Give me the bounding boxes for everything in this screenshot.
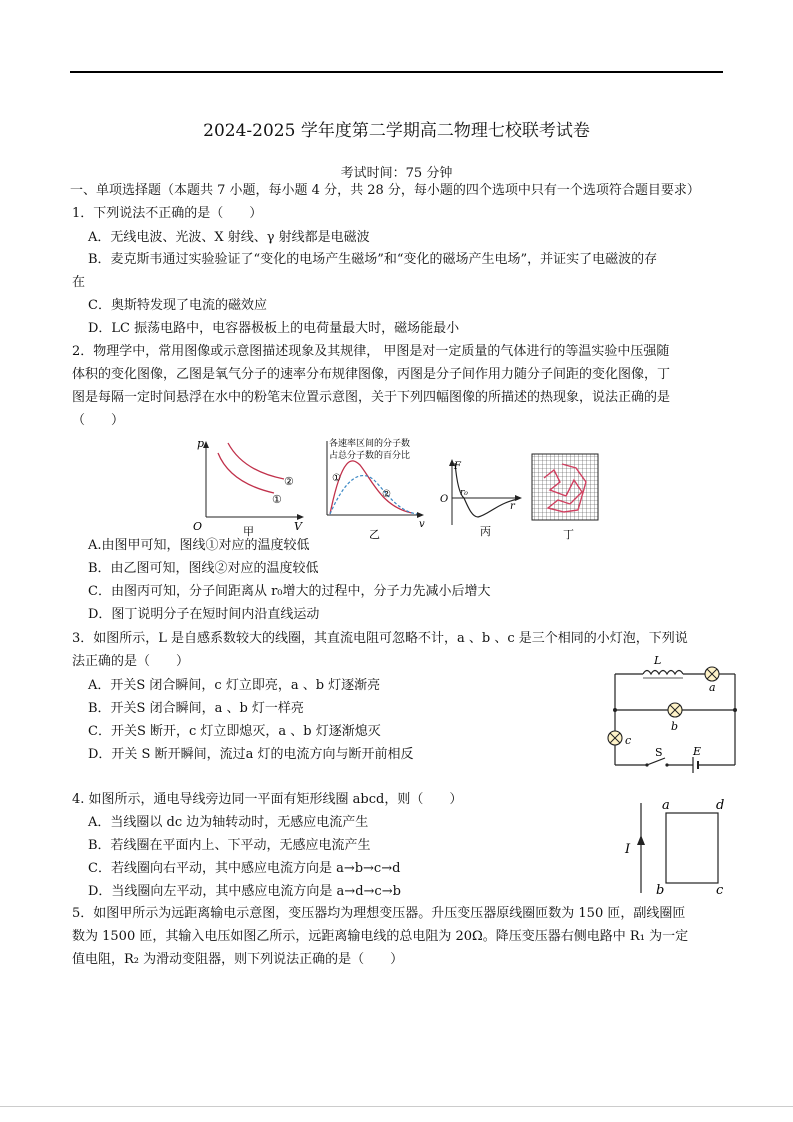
curve-2-label: ② bbox=[284, 475, 294, 488]
current-arrow bbox=[637, 835, 645, 845]
q2-option-c: C．由图丙可知，分子间距离从 r₀增大的过程中，分子力先减小后增大 bbox=[88, 584, 491, 599]
grid-paper bbox=[532, 454, 598, 520]
exam-time: 考试时间：75 分钟 bbox=[340, 166, 453, 181]
inductor-label: L bbox=[654, 654, 662, 667]
q2-stem-line1: 2．物理学中，常用图像或示意图描述现象及其规律， 甲图是对一定质量的气体进行的等温实验中压强随 bbox=[72, 344, 670, 359]
battery-label: E bbox=[693, 745, 702, 758]
isotherm-curve-1 bbox=[218, 453, 274, 493]
figure-ding bbox=[530, 452, 600, 544]
section-heading: 一、单项选择题（本题共 7 小题，每小题 4 分，共 28 分，每小题的四个选项中只有一个选项符合题目要求） bbox=[70, 183, 700, 198]
bing-origin-label: O bbox=[440, 494, 449, 505]
exam-title: 2024-2025 学年度第二学期高二物理七校联考试卷 bbox=[203, 121, 590, 141]
q5-stem-line1: 5．如图甲所示为远距离输电示意图，变压器均为理想变压器。升压变压器原线圈匝数为 150 匝，副线圈匝 bbox=[72, 906, 686, 921]
v-axis-label: V bbox=[294, 520, 302, 533]
q5-stem-line2: 数为 1500 匝，其输入电压如图乙所示，远距离输电线的总电阻为 20Ω。降压变压器右侧电路中 R₁ 为一定 bbox=[72, 929, 689, 944]
q2-option-b: B．由乙图可知，图线②对应的温度较低 bbox=[88, 561, 319, 576]
speed-curve-2 bbox=[330, 476, 417, 514]
origin-label: O bbox=[193, 520, 203, 533]
corner-b: b bbox=[656, 883, 665, 898]
q1-option-a: A．无线电波、光波、X 射线、γ 射线都是电磁波 bbox=[88, 230, 370, 245]
q2-option-d: D．图丁说明分子在短时间内沿直线运动 bbox=[88, 607, 320, 622]
q3-option-d: D．开关 S 断开瞬间，流过a 灯的电流方向与断开前相反 bbox=[88, 747, 414, 762]
q4-option-b: B．若线圈在平面内上、下平动，无感应电流产生 bbox=[88, 838, 371, 853]
figure-ding-caption: 丁 bbox=[563, 528, 574, 541]
figure-yi-caption: 乙 bbox=[369, 528, 380, 541]
q2-stem-line3: 图是每隔一定时间悬浮在水中的粉笔末位置示意图，关于下列四幅图像的所描述的热现象，说法正确的是 bbox=[72, 390, 671, 405]
q5-stem-line3: 值电阻，R₂ 为滑动变阻器，则下列说法正确的是（ ） bbox=[72, 952, 404, 967]
q1-stem: 1．下列说法不正确的是（ ） bbox=[72, 206, 263, 221]
q2-option-a: A.由图甲可知，图线①对应的温度较低 bbox=[88, 538, 310, 553]
q1-option-d: D．LC 振荡电路中，电容器极板上的电荷量最大时，磁场能最小 bbox=[88, 321, 460, 336]
figure-jia-caption: 甲 bbox=[243, 525, 254, 538]
q3-stem-line2: 法正确的是（ ） bbox=[72, 654, 190, 669]
r0-label: r₀ bbox=[460, 488, 468, 498]
q4-stem: 4. 如图所示，通电导线旁边同一平面有矩形线圈 abcd，则（ ） bbox=[72, 792, 463, 807]
q2-stem-line2: 体积的变化图像，乙图是氧气分子的速率分布规律图像，丙图是分子间作用力随分子间距的变化图像，丁 bbox=[72, 367, 671, 382]
figure-yi bbox=[322, 435, 432, 545]
corner-d: d bbox=[716, 798, 725, 813]
q4-wire-coil bbox=[620, 795, 735, 900]
q1-option-c: C．奥斯特发现了电流的磁效应 bbox=[88, 298, 267, 313]
q1-option-b-cont: 在 bbox=[72, 275, 86, 290]
q2-stem-line4: （ ） bbox=[72, 413, 125, 428]
lamp-b-label: b bbox=[671, 720, 679, 733]
lamp-a-label: a bbox=[709, 681, 716, 694]
header-rule bbox=[70, 71, 723, 73]
figure-jia bbox=[188, 435, 313, 540]
yi-ylabel-line1: 各速率区间的分子数 bbox=[329, 439, 411, 449]
q4-option-a: A．当线圈以 dc 边为轴转动时，无感应电流产生 bbox=[88, 815, 369, 830]
page-bottom-rule bbox=[0, 1106, 793, 1107]
f-axis-label: F bbox=[454, 461, 461, 472]
q4-option-d: D．当线圈向左平动，其中感应电流方向是 a→d→c→b bbox=[88, 884, 401, 899]
figure-bing bbox=[438, 455, 528, 545]
q1-option-b: B．麦克斯韦通过实验验证了“变化的电场产生磁场”和“变化的磁场产生电场”，并证实了电磁波的存 bbox=[88, 252, 658, 267]
inductor-coil bbox=[643, 671, 683, 675]
corner-a: a bbox=[662, 798, 670, 813]
p-axis-label: p bbox=[197, 437, 205, 450]
yi-curve-1-label: ① bbox=[332, 473, 341, 484]
rectangular-coil bbox=[666, 813, 718, 883]
q3-option-a: A．开关S 闭合瞬间，c 灯立即亮，a 、b 灯逐渐亮 bbox=[88, 678, 381, 693]
figure-bing-caption: 丙 bbox=[480, 525, 491, 538]
lamp-c-label: c bbox=[625, 734, 632, 747]
switch-label: S bbox=[655, 746, 663, 759]
yi-ylabel-line2: 占总分子数的百分比 bbox=[329, 451, 411, 461]
curve-1-label: ① bbox=[272, 493, 282, 506]
q3-circuit bbox=[605, 652, 745, 776]
current-label: I bbox=[625, 842, 631, 857]
corner-c: c bbox=[716, 883, 724, 898]
q3-stem-line1: 3．如图所示，L 是自感系数较大的线圈，其直流电阻可忽略不计，a 、b 、c 是三个相同的小灯泡，下列说 bbox=[72, 631, 688, 646]
q3-option-c: C．开关S 断开，c 灯立即熄灭，a 、b 灯逐渐熄灭 bbox=[88, 724, 381, 739]
yi-v-label: v bbox=[419, 519, 425, 530]
yi-curve-2-label: ② bbox=[382, 489, 391, 500]
isotherm-curve-2 bbox=[228, 443, 284, 479]
switch-s bbox=[647, 758, 665, 765]
q4-option-c: C．若线圈向右平动，其中感应电流方向是 a→b→c→d bbox=[88, 861, 401, 876]
q3-option-b: B．开关S 闭合瞬间，a 、b 灯一样亮 bbox=[88, 701, 304, 716]
r-axis-label: r bbox=[510, 501, 515, 512]
